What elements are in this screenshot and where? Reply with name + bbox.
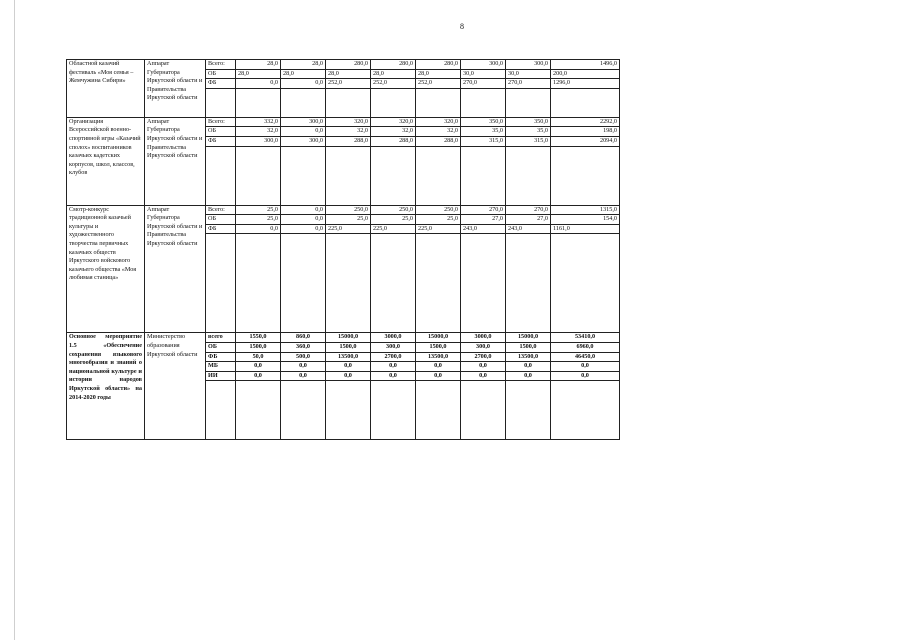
amount-cell: 0,0: [416, 371, 461, 381]
amount-cell: 0,0: [281, 362, 326, 372]
empty-cell: [551, 234, 620, 333]
table-row: [67, 333, 620, 343]
amount-cell: 360,0: [281, 342, 326, 352]
measure-name-cell: Организация Всероссийской военно-спортивной игры «Казачий сполох» воспитанников казачьих кадетских корпусов, школ, классов, клубов: [67, 117, 145, 205]
amount-cell: 252,0: [371, 79, 416, 89]
amount-cell: 280,0: [326, 60, 371, 70]
amount-cell: 270,0: [461, 79, 506, 89]
amount-cell: 32,0: [416, 127, 461, 137]
amount-cell: 0,0: [551, 362, 620, 372]
amount-cell: 35,0: [461, 127, 506, 137]
amount-cell: 2700,0: [371, 352, 416, 362]
amount-cell: 350,0: [461, 117, 506, 127]
amount-cell: 28,0: [281, 69, 326, 79]
funding-source-cell: ОБ: [206, 215, 236, 225]
amount-cell: 320,0: [416, 117, 461, 127]
empty-cell: [506, 88, 551, 117]
table-row: [67, 117, 620, 127]
empty-cell: [506, 381, 551, 440]
amount-cell: 15000,0: [416, 333, 461, 343]
empty-cell: [461, 381, 506, 440]
amount-cell: 198,0: [551, 127, 620, 137]
amount-cell: 25,0: [371, 215, 416, 225]
amount-cell: 1500,0: [326, 342, 371, 352]
empty-cell: [371, 381, 416, 440]
amount-cell: 13500,0: [326, 352, 371, 362]
amount-cell: 46450,0: [551, 352, 620, 362]
amount-cell: 0,0: [281, 205, 326, 215]
amount-cell: 2292,0: [551, 117, 620, 127]
amount-cell: 0,0: [326, 362, 371, 372]
amount-cell: 27,0: [506, 215, 551, 225]
amount-cell: 0,0: [551, 371, 620, 381]
amount-cell: 0,0: [236, 79, 281, 89]
empty-cell: [416, 381, 461, 440]
amount-cell: 288,0: [371, 136, 416, 146]
amount-cell: 0,0: [371, 362, 416, 372]
amount-cell: 0,0: [461, 371, 506, 381]
amount-cell: 2700,0: [461, 352, 506, 362]
funding-source-cell: ОБ: [206, 69, 236, 79]
empty-cell: [371, 88, 416, 117]
empty-cell: [236, 234, 281, 333]
amount-cell: 0,0: [236, 362, 281, 372]
empty-cell: [206, 146, 236, 205]
amount-cell: 1500,0: [506, 342, 551, 352]
amount-cell: 350,0: [506, 117, 551, 127]
amount-cell: 3000,0: [371, 333, 416, 343]
amount-cell: 500,0: [281, 352, 326, 362]
empty-cell: [206, 88, 236, 117]
amount-cell: 300,0: [236, 136, 281, 146]
amount-cell: 25,0: [236, 205, 281, 215]
empty-cell: [461, 234, 506, 333]
measure-name-cell: Смотр-конкурс традиционной казачьей культуры и художественного творчества первичных казачьих обществ Иркутского войскового казачьего общества «Моя любимая станица»: [67, 205, 145, 333]
amount-cell: 243,0: [461, 224, 506, 234]
amount-cell: 0,0: [236, 371, 281, 381]
amount-cell: 0,0: [281, 371, 326, 381]
amount-cell: 270,0: [461, 205, 506, 215]
amount-cell: 28,0: [281, 60, 326, 70]
amount-cell: 35,0: [506, 127, 551, 137]
empty-cell: [551, 146, 620, 205]
funding-source-cell: ОБ: [206, 127, 236, 137]
amount-cell: 300,0: [461, 60, 506, 70]
amount-cell: 25,0: [236, 215, 281, 225]
empty-cell: [416, 234, 461, 333]
empty-cell: [206, 381, 236, 440]
amount-cell: 32,0: [371, 127, 416, 137]
amount-cell: 27,0: [461, 215, 506, 225]
executor-cell: Аппарат Губернатора Иркутской области и Правительства Иркутской области: [145, 205, 206, 333]
amount-cell: 300,0: [281, 136, 326, 146]
amount-cell: 6960,0: [551, 342, 620, 352]
empty-cell: [461, 88, 506, 117]
amount-cell: 154,0: [551, 215, 620, 225]
amount-cell: 32,0: [326, 127, 371, 137]
empty-cell: [281, 146, 326, 205]
empty-cell: [236, 88, 281, 117]
empty-cell: [551, 88, 620, 117]
amount-cell: 250,0: [371, 205, 416, 215]
funding-source-cell: ФБ: [206, 224, 236, 234]
amount-cell: 0,0: [461, 362, 506, 372]
amount-cell: 1550,0: [236, 333, 281, 343]
empty-cell: [326, 234, 371, 333]
amount-cell: 860,0: [281, 333, 326, 343]
empty-cell: [326, 146, 371, 205]
amount-cell: 1296,0: [551, 79, 620, 89]
amount-cell: 200,0: [551, 69, 620, 79]
amount-cell: 252,0: [416, 79, 461, 89]
amount-cell: 53410,0: [551, 333, 620, 343]
amount-cell: 50,0: [236, 352, 281, 362]
empty-cell: [236, 381, 281, 440]
funding-table: [66, 59, 620, 440]
amount-cell: 28,0: [416, 69, 461, 79]
amount-cell: 320,0: [326, 117, 371, 127]
funding-source-cell: МБ: [206, 362, 236, 372]
amount-cell: 28,0: [236, 60, 281, 70]
amount-cell: 225,0: [326, 224, 371, 234]
amount-cell: 280,0: [416, 60, 461, 70]
funding-source-cell: Всего:: [206, 117, 236, 127]
funding-source-cell: всего: [206, 333, 236, 343]
empty-cell: [371, 146, 416, 205]
amount-cell: 25,0: [416, 215, 461, 225]
empty-cell: [236, 146, 281, 205]
amount-cell: 270,0: [506, 79, 551, 89]
table-row: [67, 205, 620, 215]
scan-left-edge: [14, 0, 15, 640]
empty-cell: [416, 88, 461, 117]
amount-cell: 30,0: [506, 69, 551, 79]
amount-cell: 28,0: [326, 69, 371, 79]
funding-source-cell: Всего:: [206, 60, 236, 70]
funding-source-cell: ОБ: [206, 342, 236, 352]
amount-cell: 0,0: [281, 224, 326, 234]
amount-cell: 270,0: [506, 205, 551, 215]
amount-cell: 1496,0: [551, 60, 620, 70]
amount-cell: 332,0: [236, 117, 281, 127]
amount-cell: 25,0: [326, 215, 371, 225]
amount-cell: 0,0: [506, 371, 551, 381]
empty-cell: [371, 234, 416, 333]
amount-cell: 300,0: [506, 60, 551, 70]
amount-cell: 243,0: [506, 224, 551, 234]
amount-cell: 0,0: [506, 362, 551, 372]
amount-cell: 30,0: [461, 69, 506, 79]
measure-name-cell: Основное мероприятие 1.5 «Обеспечение сохранения языкового многообразия и знаний о национальной культуре и истории народов Иркутской области» на 2014-2020 годы: [67, 333, 145, 440]
executor-cell: Министерство образования Иркутской области: [145, 333, 206, 440]
measure-name-cell: Областной казачий фестиваль «Моя семья – Жемчужина Сибири»: [67, 60, 145, 118]
amount-cell: 28,0: [371, 69, 416, 79]
amount-cell: 1315,0: [551, 205, 620, 215]
amount-cell: 1161,0: [551, 224, 620, 234]
amount-cell: 315,0: [461, 136, 506, 146]
amount-cell: 300,0: [461, 342, 506, 352]
funding-source-cell: ФБ: [206, 79, 236, 89]
funding-source-cell: Всего:: [206, 205, 236, 215]
empty-cell: [461, 146, 506, 205]
amount-cell: 13500,0: [506, 352, 551, 362]
amount-cell: 32,0: [236, 127, 281, 137]
amount-cell: 300,0: [281, 117, 326, 127]
amount-cell: 3000,0: [461, 333, 506, 343]
amount-cell: 250,0: [326, 205, 371, 215]
amount-cell: 13500,0: [416, 352, 461, 362]
amount-cell: 15000,0: [326, 333, 371, 343]
amount-cell: 0,0: [281, 215, 326, 225]
executor-cell: Аппарат Губернатора Иркутской области и Правительства Иркутской области: [145, 60, 206, 118]
empty-cell: [506, 234, 551, 333]
funding-source-cell: ИИ: [206, 371, 236, 381]
empty-cell: [281, 88, 326, 117]
amount-cell: 15000,0: [506, 333, 551, 343]
empty-cell: [281, 234, 326, 333]
amount-cell: 0,0: [281, 127, 326, 137]
empty-cell: [416, 146, 461, 205]
empty-cell: [506, 146, 551, 205]
funding-source-cell: ФБ: [206, 136, 236, 146]
empty-cell: [326, 381, 371, 440]
amount-cell: 225,0: [416, 224, 461, 234]
amount-cell: 2094,0: [551, 136, 620, 146]
amount-cell: 0,0: [236, 224, 281, 234]
amount-cell: 1500,0: [416, 342, 461, 352]
page-number: 8: [460, 22, 464, 31]
amount-cell: 320,0: [371, 117, 416, 127]
empty-cell: [281, 381, 326, 440]
amount-cell: 28,0: [236, 69, 281, 79]
amount-cell: 0,0: [281, 79, 326, 89]
amount-cell: 1500,0: [236, 342, 281, 352]
amount-cell: 315,0: [506, 136, 551, 146]
amount-cell: 252,0: [326, 79, 371, 89]
amount-cell: 0,0: [416, 362, 461, 372]
amount-cell: 280,0: [371, 60, 416, 70]
empty-cell: [326, 88, 371, 117]
executor-cell: Аппарат Губернатора Иркутской области и Правительства Иркутской области: [145, 117, 206, 205]
empty-cell: [206, 234, 236, 333]
amount-cell: 250,0: [416, 205, 461, 215]
funding-source-cell: ФБ: [206, 352, 236, 362]
empty-cell: [551, 381, 620, 440]
funding-table-body: [67, 60, 620, 440]
amount-cell: 288,0: [326, 136, 371, 146]
table-row: [67, 60, 620, 70]
amount-cell: 288,0: [416, 136, 461, 146]
amount-cell: 0,0: [371, 371, 416, 381]
amount-cell: 0,0: [326, 371, 371, 381]
amount-cell: 225,0: [371, 224, 416, 234]
amount-cell: 300,0: [371, 342, 416, 352]
